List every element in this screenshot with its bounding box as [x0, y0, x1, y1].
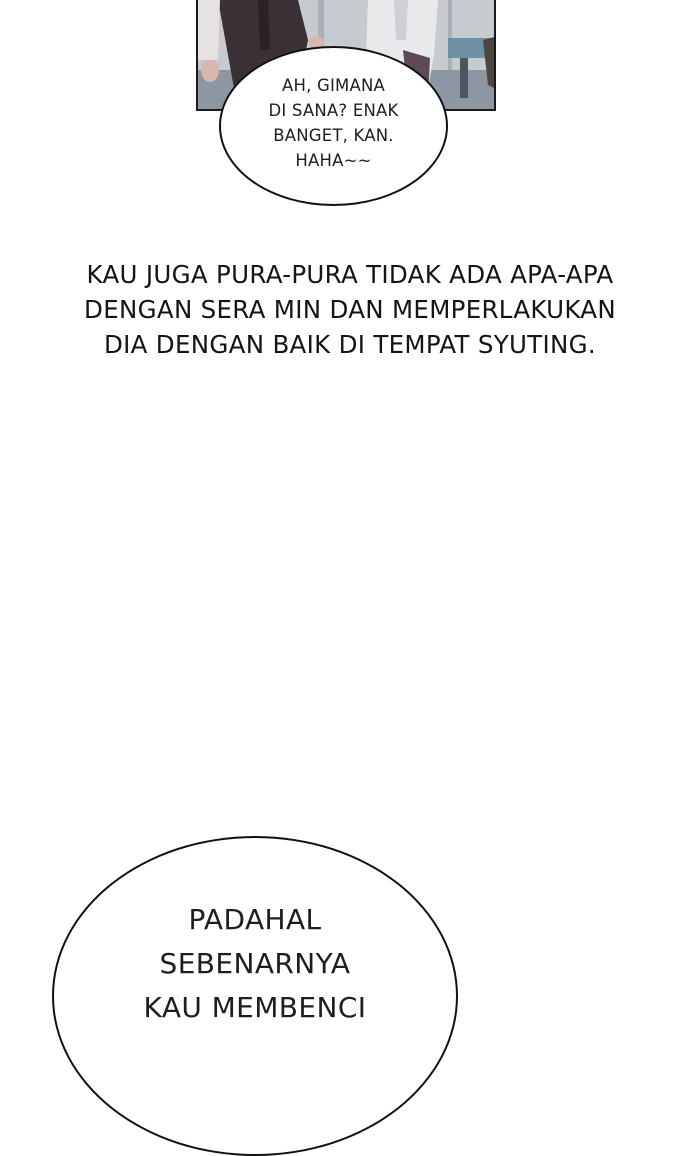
speech-line: HAHA~~ — [295, 151, 372, 170]
speech-line: AH, GIMANA — [282, 76, 385, 95]
speech-line: KAU MEMBENCI — [143, 991, 367, 1024]
narration-line: DENGAN SERA MIN DAN MEMPERLAKUKAN — [84, 295, 616, 324]
speech-line: BANGET, KAN. — [273, 126, 394, 145]
speech-bubble-bottom — [52, 836, 458, 1156]
narration-line: KAU JUGA PURA-PURA TIDAK ADA APA-APA — [86, 260, 614, 289]
speech-line: PADAHAL — [188, 903, 322, 936]
speech-bubble-top-text — [269, 73, 399, 173]
speech-bubble-top — [219, 46, 448, 206]
speech-line: SEBENARNYA — [159, 947, 351, 980]
speech-bubble-bottom-text — [144, 898, 367, 1030]
speech-line: DI SANA? ENAK — [268, 101, 399, 120]
narration-line: DIA DENGAN BAIK DI TEMPAT SYUTING. — [103, 330, 597, 359]
narration-caption — [0, 257, 700, 362]
